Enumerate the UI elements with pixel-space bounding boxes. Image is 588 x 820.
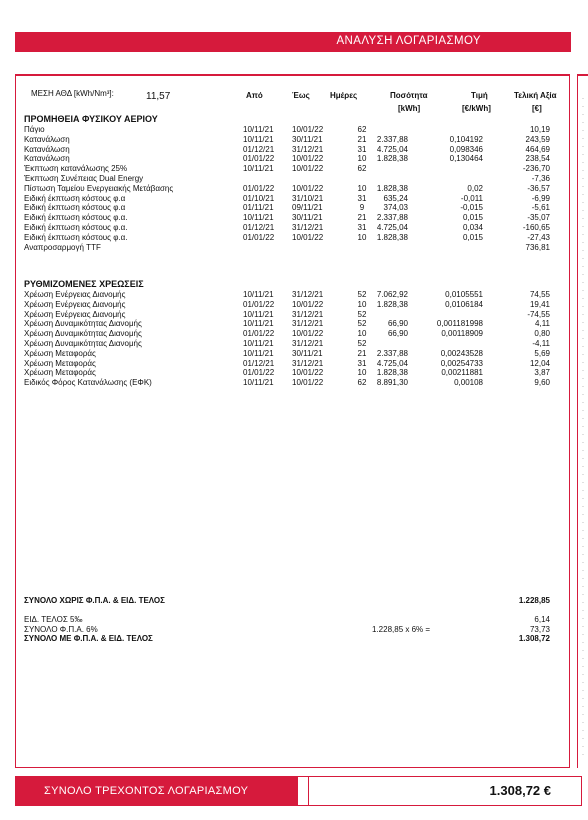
line-item-description: Ειδική έκπτωση κόστους φ.α. bbox=[24, 232, 128, 242]
line-item-days: 21 bbox=[357, 213, 367, 223]
line-item-description: Χρέωση Μεταφοράς bbox=[24, 348, 96, 358]
line-item-description: Χρέωση Μεταφοράς bbox=[24, 358, 96, 368]
cropped-text-fragment: · bbox=[582, 528, 584, 534]
cropped-text-fragment: · bbox=[582, 224, 584, 230]
cropped-text-fragment: · bbox=[582, 728, 584, 734]
cropped-text-fragment: · bbox=[582, 416, 584, 422]
line-item-description: Έκπτωση Συνέπειας Dual Energy bbox=[24, 174, 144, 183]
subtotal-label: ΣΥΝΟΛΟ ΧΩΡΙΣ Φ.Π.Α. & ΕΙΔ. ΤΕΛΟΣ bbox=[24, 596, 165, 605]
line-item-row bbox=[0, 154, 588, 164]
line-item-row bbox=[0, 233, 588, 243]
line-item-description: Χρέωση Δυναμικότητας Διανομής bbox=[24, 319, 142, 329]
line-item-value: 12,04 bbox=[529, 358, 550, 368]
subtotal-value: 1.228,85 bbox=[518, 596, 550, 605]
line-item-from-date: 01/01/22 bbox=[243, 368, 275, 378]
line-item-value: -160,65 bbox=[522, 223, 550, 232]
line-item-price: 0,00211881 bbox=[441, 368, 483, 378]
line-item-price: 0,001181998 bbox=[436, 319, 483, 329]
line-item-from-date: 01/01/22 bbox=[243, 154, 275, 164]
line-item-value: -7,36 bbox=[531, 174, 550, 183]
line-item-row bbox=[0, 339, 588, 349]
cropped-text-fragment: · bbox=[582, 496, 584, 502]
line-item-to-date: 30/11/21 bbox=[292, 134, 323, 144]
col-header-final-value: Τελική Αξία bbox=[514, 91, 557, 100]
line-item-quantity: 7.062,92 bbox=[376, 290, 408, 299]
line-item-to-date: 31/12/21 bbox=[292, 144, 324, 154]
cropped-text-fragment: · bbox=[582, 104, 584, 110]
cropped-text-fragment: · bbox=[582, 520, 584, 526]
line-item-row bbox=[0, 125, 588, 135]
line-item-to-date: 10/01/22 bbox=[292, 299, 324, 309]
line-item-value: 74,55 bbox=[529, 290, 550, 299]
avg-gross-calorific-value: 11,57 bbox=[146, 91, 171, 102]
line-item-to-date: 10/01/22 bbox=[292, 232, 324, 242]
line-item-to-date: 10/01/22 bbox=[292, 368, 324, 378]
line-item-description: Κατανάλωση bbox=[24, 144, 70, 154]
line-item-value: 9,60 bbox=[534, 378, 550, 388]
cropped-text-fragment: · bbox=[582, 144, 584, 150]
cropped-text-fragment: · bbox=[582, 328, 584, 334]
line-item-value: 0,80 bbox=[534, 329, 550, 339]
page-title: ΑΝΑΛΥΣΗ ΛΟΓΑΡΙΑΣΜΟΥ bbox=[336, 35, 481, 47]
line-item-row bbox=[0, 290, 588, 300]
line-item-from-date: 01/12/21 bbox=[243, 144, 275, 154]
line-item-price: 0,034 bbox=[462, 223, 483, 232]
line-item-description: Κατανάλωση bbox=[24, 134, 70, 144]
line-item-from-date: 10/11/21 bbox=[243, 378, 274, 388]
line-item-from-date: 01/01/22 bbox=[243, 299, 275, 309]
cropped-text-fragment: · bbox=[582, 160, 584, 166]
cropped-text-fragment: · bbox=[582, 192, 584, 198]
line-item-from-date: 10/11/21 bbox=[243, 134, 274, 144]
line-item-to-date: 30/11/21 bbox=[292, 348, 323, 358]
cropped-text-fragment: · bbox=[582, 424, 584, 430]
line-item-price: -0,011 bbox=[460, 193, 483, 203]
line-item-description: Χρέωση Μεταφοράς bbox=[24, 368, 96, 378]
line-item-to-date: 31/12/21 bbox=[292, 309, 324, 319]
line-item-to-date: 10/01/22 bbox=[292, 164, 324, 174]
cropped-text-fragment: · bbox=[582, 216, 584, 222]
line-item-from-date: 10/11/21 bbox=[243, 164, 274, 174]
line-item-row bbox=[0, 329, 588, 339]
line-item-quantity: 1.828,38 bbox=[376, 232, 408, 242]
line-item-to-date: 09/11/21 bbox=[292, 203, 323, 213]
line-item-days: 10 bbox=[357, 299, 367, 309]
cropped-text-fragment: · bbox=[582, 208, 584, 214]
cropped-text-fragment: · bbox=[582, 616, 584, 622]
line-item-value: 5,69 bbox=[534, 348, 550, 358]
line-item-days: 9 bbox=[359, 203, 365, 213]
line-item-price: 0,104192 bbox=[449, 134, 483, 144]
line-item-row bbox=[0, 300, 588, 310]
avg-gross-calorific-label: ΜΕΣΗ ΑΘΔ [kWh/Nm³]: bbox=[31, 89, 114, 98]
col-header-days: Ημέρες bbox=[330, 91, 358, 100]
line-item-from-date: 10/11/21 bbox=[243, 125, 274, 134]
line-item-from-date: 01/12/21 bbox=[243, 223, 275, 232]
line-item-from-date: 01/11/21 bbox=[243, 203, 274, 213]
special-fee-label: ΕΙΔ. ΤΕΛΟΣ 5‰ bbox=[24, 615, 83, 624]
cropped-text-fragment: · bbox=[582, 272, 584, 278]
line-item-to-date: 30/11/21 bbox=[292, 213, 323, 223]
line-item-days: 10 bbox=[357, 368, 367, 378]
line-item-price: 0,00118909 bbox=[441, 329, 483, 339]
line-item-days: 21 bbox=[357, 348, 367, 358]
line-item-days: 31 bbox=[357, 358, 367, 368]
line-item-price: 0,015 bbox=[462, 232, 483, 242]
cropped-text-fragment: · bbox=[582, 408, 584, 414]
cropped-text-fragment: · bbox=[582, 440, 584, 446]
line-item-from-date: 10/11/21 bbox=[243, 339, 274, 348]
cropped-text-fragment: · bbox=[582, 128, 584, 134]
line-item-price: 0,015 bbox=[462, 213, 483, 223]
cropped-text-fragment: · bbox=[582, 656, 584, 662]
line-item-days: 52 bbox=[357, 339, 367, 348]
line-item-description: Ειδική έκπτωση κόστους φ.α. bbox=[24, 213, 128, 223]
line-item-price: -0,015 bbox=[460, 203, 483, 213]
line-item-price: 0,098346 bbox=[449, 144, 483, 154]
cropped-text-fragment: · bbox=[582, 512, 584, 518]
cropped-text-fragment: · bbox=[582, 320, 584, 326]
line-item-description: Αναπροσαρμογή TTF bbox=[24, 242, 101, 252]
line-item-quantity: 635,24 bbox=[383, 193, 408, 203]
line-item-row bbox=[0, 378, 588, 388]
grand-total-row bbox=[0, 634, 588, 644]
line-item-from-date: 01/01/22 bbox=[243, 232, 275, 242]
cropped-text-fragment: · bbox=[582, 264, 584, 270]
cropped-text-fragment: · bbox=[582, 544, 584, 550]
cropped-text-fragment: · bbox=[582, 400, 584, 406]
cropped-text-fragment: · bbox=[582, 344, 584, 350]
line-item-days: 52 bbox=[357, 290, 367, 299]
line-item-days: 31 bbox=[357, 223, 367, 232]
line-item-description: Χρέωση Δυναμικότητας Διανομής bbox=[24, 339, 142, 348]
cropped-text-fragment: · bbox=[582, 624, 584, 630]
line-item-value: 10,19 bbox=[529, 125, 550, 134]
col-header-value-unit: [€] bbox=[532, 104, 542, 113]
line-item-from-date: 01/01/22 bbox=[243, 183, 275, 193]
grand-total-value: 1.308,72 bbox=[518, 634, 550, 643]
current-bill-total-label-bg bbox=[16, 777, 298, 805]
line-item-days: 52 bbox=[357, 319, 367, 329]
cropped-text-fragment: · bbox=[582, 392, 584, 398]
cropped-text-fragment: · bbox=[582, 232, 584, 238]
line-item-days: 10 bbox=[357, 329, 367, 339]
line-item-days: 10 bbox=[357, 154, 367, 164]
line-item-to-date: 31/12/21 bbox=[292, 358, 324, 368]
subtotal-row bbox=[0, 596, 588, 606]
cropped-text-fragment: · bbox=[582, 280, 584, 286]
cropped-text-fragment: · bbox=[582, 704, 584, 710]
vat-label: ΣΥΝΟΛΟ Φ.Π.Α. 6% bbox=[24, 625, 98, 634]
line-item-value: 4,11 bbox=[535, 319, 550, 329]
cropped-text-fragment: · bbox=[582, 152, 584, 158]
line-item-to-date: 31/12/21 bbox=[292, 223, 324, 232]
line-item-from-date: 10/11/21 bbox=[243, 348, 274, 358]
line-item-to-date: 31/12/21 bbox=[292, 339, 324, 348]
col-header-to: Έως bbox=[292, 91, 310, 100]
line-item-value: 3,87 bbox=[534, 368, 550, 378]
line-item-description: Πίστωση Ταμείου Ενεργειακής Μετάβασης bbox=[24, 183, 174, 193]
line-item-quantity: 4.725,04 bbox=[376, 223, 408, 232]
cropped-text-fragment: · bbox=[582, 360, 584, 366]
cropped-text-fragment: · bbox=[582, 288, 584, 294]
col-header-price-unit: [€/kWh] bbox=[462, 104, 491, 113]
cropped-text-fragment: · bbox=[582, 368, 584, 374]
line-item-to-date: 31/10/21 bbox=[292, 193, 324, 203]
line-item-value: 736,81 bbox=[525, 242, 550, 252]
cropped-text-fragment: · bbox=[582, 560, 584, 566]
section-title-supply: ΠΡΟΜΗΘΕΙΑ ΦΥΣΙΚΟΥ ΑΕΡΙΟΥ bbox=[24, 114, 158, 124]
line-item-price: 0,00108 bbox=[454, 378, 483, 388]
footer-divider bbox=[308, 777, 309, 805]
line-item-to-date: 31/12/21 bbox=[292, 290, 324, 299]
line-item-price: 0,0105551 bbox=[445, 290, 483, 299]
line-item-from-date: 10/11/21 bbox=[243, 290, 274, 299]
line-item-days: 31 bbox=[357, 144, 367, 154]
line-item-row bbox=[0, 349, 588, 359]
line-item-days: 31 bbox=[357, 193, 367, 203]
cropped-text-fragment: · bbox=[582, 568, 584, 574]
line-item-price: 0,00254733 bbox=[440, 358, 483, 368]
line-item-value: -4,11 bbox=[532, 339, 550, 348]
line-item-quantity: 8.891,30 bbox=[376, 378, 408, 388]
cropped-text-fragment: · bbox=[582, 640, 584, 646]
line-item-description: Χρέωση Ενέργειας Διανομής bbox=[24, 309, 126, 319]
line-item-price: 0,0106184 bbox=[445, 299, 483, 309]
line-item-to-date: 10/01/22 bbox=[292, 329, 324, 339]
line-item-days: 10 bbox=[357, 183, 367, 193]
cropped-text-fragment: · bbox=[582, 712, 584, 718]
cropped-text-fragment: · bbox=[582, 176, 584, 182]
line-item-row bbox=[0, 135, 588, 145]
line-item-row bbox=[0, 319, 588, 329]
cropped-text-fragment: · bbox=[582, 696, 584, 702]
line-item-row bbox=[0, 194, 588, 204]
cropped-text-fragment: · bbox=[582, 200, 584, 206]
col-header-quantity-unit: [kWh] bbox=[398, 104, 421, 113]
line-item-row bbox=[0, 145, 588, 155]
cropped-text-fragment: · bbox=[582, 504, 584, 510]
cropped-text-fragment: · bbox=[582, 184, 584, 190]
cropped-text-fragment: · bbox=[582, 688, 584, 694]
cropped-text-fragment: · bbox=[582, 536, 584, 542]
line-item-value: 464,69 bbox=[525, 144, 550, 154]
cropped-text-fragment: · bbox=[582, 256, 584, 262]
cropped-text-fragment: · bbox=[582, 648, 584, 654]
cropped-text-fragment: · bbox=[582, 448, 584, 454]
line-item-quantity: 1.828,38 bbox=[376, 154, 408, 164]
cropped-text-fragment: · bbox=[582, 120, 584, 126]
line-item-to-date: 31/12/21 bbox=[292, 319, 324, 329]
col-header-price: Τιμή bbox=[471, 91, 488, 100]
line-item-row bbox=[0, 368, 588, 378]
line-item-quantity: 66,90 bbox=[387, 319, 408, 329]
line-item-from-date: 01/01/22 bbox=[243, 329, 275, 339]
line-item-price: 0,00243528 bbox=[440, 348, 483, 358]
current-bill-total-value: 1.308,72 € bbox=[489, 783, 551, 798]
line-item-days: 21 bbox=[357, 134, 367, 144]
cropped-text-fragment: · bbox=[582, 136, 584, 142]
line-item-row bbox=[0, 223, 588, 233]
line-item-description: Πάγιο bbox=[24, 125, 45, 134]
cropped-text-fragment: · bbox=[582, 720, 584, 726]
cropped-text-fragment: · bbox=[582, 584, 584, 590]
line-item-value: 19,41 bbox=[529, 299, 550, 309]
cropped-text-fragment: · bbox=[582, 592, 584, 598]
line-item-to-date: 10/01/22 bbox=[292, 183, 324, 193]
cropped-text-fragment: · bbox=[582, 312, 584, 318]
line-item-row bbox=[0, 203, 588, 213]
cropped-text-fragment: · bbox=[582, 552, 584, 558]
line-item-row bbox=[0, 213, 588, 223]
line-item-quantity: 4.725,04 bbox=[376, 358, 408, 368]
line-item-value: -27,43 bbox=[527, 232, 550, 242]
line-item-description: Ειδική έκπτωση κόστους φ.α bbox=[24, 203, 126, 213]
cropped-text-fragment: · bbox=[582, 456, 584, 462]
line-item-description: Κατανάλωση bbox=[24, 154, 70, 164]
line-item-value: -74,55 bbox=[527, 309, 550, 319]
cropped-text-fragment: · bbox=[582, 600, 584, 606]
line-item-quantity: 374,03 bbox=[383, 203, 408, 213]
line-item-quantity: 1.828,38 bbox=[376, 183, 408, 193]
vat-calculation: 1.228,85 x 6% = bbox=[372, 625, 431, 634]
line-item-from-date: 10/11/21 bbox=[243, 309, 274, 319]
cropped-text-fragment: · bbox=[582, 680, 584, 686]
line-item-to-date: 10/01/22 bbox=[292, 154, 324, 164]
header-bar bbox=[15, 32, 571, 52]
line-item-from-date: 01/12/21 bbox=[243, 358, 275, 368]
cropped-text-fragment: · bbox=[582, 112, 584, 118]
line-item-from-date: 10/11/21 bbox=[243, 213, 274, 223]
cropped-text-fragment: · bbox=[582, 752, 584, 758]
line-item-value: -35,07 bbox=[527, 213, 550, 223]
cropped-text-fragment: · bbox=[582, 736, 584, 742]
cropped-text-fragment: · bbox=[582, 632, 584, 638]
line-item-days: 52 bbox=[357, 309, 367, 319]
line-item-quantity: 2.337,88 bbox=[376, 134, 408, 144]
line-item-to-date: 10/01/22 bbox=[292, 125, 324, 134]
line-item-days: 62 bbox=[357, 164, 367, 174]
cropped-text-fragment: · bbox=[582, 240, 584, 246]
vat-value: 73,73 bbox=[529, 625, 550, 634]
line-item-quantity: 2.337,88 bbox=[376, 213, 408, 223]
cropped-text-fragment: · bbox=[582, 336, 584, 342]
line-item-days: 62 bbox=[357, 125, 367, 134]
cropped-text-fragment: · bbox=[582, 472, 584, 478]
section-title-regulated: ΡΥΘΜΙΖΟΜΕΝΕΣ ΧΡΕΩΣΕΙΣ bbox=[24, 279, 144, 289]
current-bill-total-box bbox=[15, 776, 582, 806]
line-item-value: -6,99 bbox=[531, 193, 550, 203]
line-item-row bbox=[0, 174, 588, 184]
special-fee-value: 6,14 bbox=[534, 615, 550, 624]
line-item-value: 238,54 bbox=[525, 154, 550, 164]
line-item-row bbox=[0, 184, 588, 194]
line-item-from-date: 10/11/21 bbox=[243, 319, 274, 329]
cropped-text-fragment: · bbox=[582, 168, 584, 174]
line-item-price: 0,02 bbox=[467, 183, 483, 193]
cropped-text-fragment: · bbox=[582, 432, 584, 438]
cropped-text-fragment: · bbox=[582, 744, 584, 750]
line-item-from-date: 01/10/21 bbox=[243, 193, 275, 203]
col-header-quantity: Ποσότητα bbox=[390, 91, 428, 100]
cropped-text-fragment: · bbox=[582, 480, 584, 486]
cropped-text-fragment: · bbox=[582, 384, 584, 390]
line-item-to-date: 10/01/22 bbox=[292, 378, 324, 388]
line-item-row bbox=[0, 164, 588, 174]
cropped-text-fragment: · bbox=[582, 296, 584, 302]
line-item-quantity: 2.337,88 bbox=[376, 348, 408, 358]
line-item-quantity: 1.828,38 bbox=[376, 299, 408, 309]
cropped-text-fragment: · bbox=[582, 672, 584, 678]
line-item-description: Χρέωση Δυναμικότητας Διανομής bbox=[24, 329, 142, 339]
line-item-description: Έκπτωση κατανάλωσης 25% bbox=[24, 164, 128, 174]
line-item-description: Ειδική έκπτωση κόστους φ.α. bbox=[24, 223, 128, 232]
col-header-from: Από bbox=[246, 91, 263, 100]
cropped-text-fragment: · bbox=[582, 96, 584, 102]
cropped-text-fragment: · bbox=[582, 576, 584, 582]
line-item-description: Ειδικός Φόρος Κατανάλωσης (ΕΦΚ) bbox=[24, 378, 152, 388]
cropped-text-fragment: · bbox=[582, 464, 584, 470]
line-item-days: 10 bbox=[357, 232, 367, 242]
line-item-quantity: 66,90 bbox=[387, 329, 408, 339]
grand-total-label: ΣΥΝΟΛΟ ΜΕ Φ.Π.Α. & ΕΙΔ. ΤΕΛΟΣ bbox=[24, 634, 153, 643]
line-item-description: Χρέωση Ενέργειας Διανομής bbox=[24, 299, 126, 309]
line-item-quantity: 4.725,04 bbox=[376, 144, 408, 154]
cropped-text-fragment: · bbox=[582, 248, 584, 254]
line-item-description: Ειδική έκπτωση κόστους φ.α bbox=[24, 193, 126, 203]
cropped-text-fragment: · bbox=[582, 608, 584, 614]
line-item-value: -5,61 bbox=[531, 203, 550, 213]
cropped-text-fragment: · bbox=[582, 304, 584, 310]
line-item-value: -36,57 bbox=[527, 183, 550, 193]
line-item-description: Χρέωση Ενέργειας Διανομής bbox=[24, 290, 126, 299]
line-item-price: 0,130464 bbox=[449, 154, 483, 164]
line-item-value: 243,59 bbox=[525, 134, 550, 144]
line-item-value: -236,70 bbox=[522, 164, 550, 174]
special-fee-row bbox=[0, 615, 588, 625]
cropped-text-fragment: · bbox=[582, 488, 584, 494]
line-item-row bbox=[0, 359, 588, 369]
cropped-text-fragment: · bbox=[582, 376, 584, 382]
cropped-text-fragment: · bbox=[582, 664, 584, 670]
line-item-row bbox=[0, 310, 588, 320]
line-item-days: 62 bbox=[357, 378, 367, 388]
current-bill-total-label: ΣΥΝΟΛΟ ΤΡΕΧΟΝΤΟΣ ΛΟΓΑΡΙΑΣΜΟΥ bbox=[44, 785, 249, 797]
line-item-row bbox=[0, 243, 588, 253]
line-item-quantity: 1.828,38 bbox=[376, 368, 408, 378]
cropped-text-fragment: · bbox=[582, 352, 584, 358]
